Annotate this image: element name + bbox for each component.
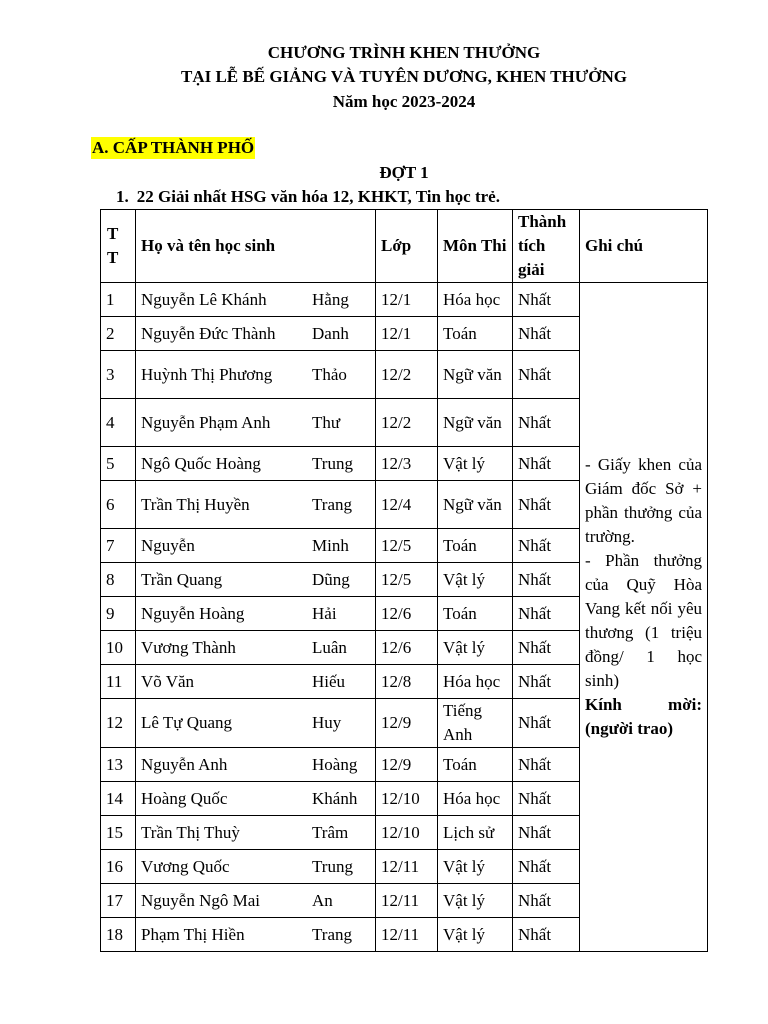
cell-tt: 4	[101, 399, 136, 447]
document-subtitle: TẠI LỄ BẾ GIẢNG VÀ TUYÊN DƯƠNG, KHEN THƯỞNG	[180, 67, 627, 86]
student-given-name: Hằng	[312, 289, 349, 309]
note-line-1: - Giấy khen của Giám đốc Sở + phần thưởng của trường.	[585, 455, 702, 546]
student-given-name: Thư	[312, 412, 341, 432]
cell-award: Nhất	[513, 748, 580, 782]
table-row	[101, 283, 708, 317]
cell-tt: 1	[101, 283, 136, 317]
student-surname: Trần Thị Thuỳ	[141, 822, 240, 842]
cell-subject: Toán	[438, 748, 513, 782]
cell-student-name	[136, 529, 376, 563]
student-surname: Vương Quốc	[141, 856, 230, 876]
awards-table	[100, 209, 708, 952]
cell-tt: 5	[101, 447, 136, 481]
cell-tt: 10	[101, 631, 136, 665]
cell-award: Nhất	[513, 481, 580, 529]
cell-class: 12/6	[376, 597, 438, 631]
student-given-name: Trang	[312, 494, 352, 514]
cell-subject: Hóa học	[438, 283, 513, 317]
cell-subject: Hóa học	[438, 665, 513, 699]
cell-class: 12/11	[376, 884, 438, 918]
student-given-name: An	[312, 890, 333, 910]
cell-subject: Vật lý	[438, 918, 513, 952]
cell-subject: Vật lý	[438, 884, 513, 918]
cell-student-name	[136, 597, 376, 631]
cell-award: Nhất	[513, 631, 580, 665]
cell-class: 12/8	[376, 665, 438, 699]
cell-student-name	[136, 665, 376, 699]
section-heading: A. CẤP THÀNH PHỐ	[92, 138, 255, 157]
cell-tt: 9	[101, 597, 136, 631]
cell-note	[580, 283, 708, 952]
header-note: Ghi chú	[580, 210, 708, 283]
cell-award: Nhất	[513, 399, 580, 447]
header-class: Lớp	[376, 210, 438, 283]
note-line-2: - Phần thưởng của Quỹ Hòa Vang kết nối yêu thương (1 triệu đồng/ 1 học sinh)	[585, 551, 702, 690]
list-item-number: 1.	[116, 187, 129, 206]
cell-award: Nhất	[513, 529, 580, 563]
cell-tt: 17	[101, 884, 136, 918]
cell-subject: Toán	[438, 597, 513, 631]
cell-student-name	[136, 699, 376, 748]
student-surname: Nguyễn Hoàng	[141, 603, 245, 623]
cell-subject: Ngữ văn	[438, 399, 513, 447]
cell-class: 12/11	[376, 918, 438, 952]
cell-student-name	[136, 918, 376, 952]
student-surname: Trần Quang	[141, 569, 223, 589]
cell-class: 12/9	[376, 699, 438, 748]
header-achievement: Thành tích giải	[513, 210, 580, 283]
list-item-text: 22 Giải nhất HSG văn hóa 12, KHKT, Tin học trẻ.	[136, 187, 500, 206]
cell-student-name	[136, 816, 376, 850]
student-given-name: Danh	[312, 323, 349, 343]
cell-class: 12/10	[376, 782, 438, 816]
student-given-name: Huy	[312, 713, 342, 732]
cell-subject: Vật lý	[438, 563, 513, 597]
cell-tt: 8	[101, 563, 136, 597]
header-name: Họ và tên học sinh	[136, 210, 376, 283]
cell-class: 12/3	[376, 447, 438, 481]
round-heading: ĐỢT 1	[379, 163, 429, 182]
student-given-name: Hoàng	[312, 754, 358, 774]
student-given-name: Trang	[312, 924, 352, 944]
student-given-name: Hải	[312, 603, 337, 623]
cell-class: 12/11	[376, 850, 438, 884]
cell-tt: 18	[101, 918, 136, 952]
cell-award: Nhất	[513, 782, 580, 816]
cell-student-name	[136, 782, 376, 816]
cell-class: 12/1	[376, 283, 438, 317]
cell-award: Nhất	[513, 884, 580, 918]
cell-tt: 6	[101, 481, 136, 529]
cell-student-name	[136, 351, 376, 399]
cell-tt: 2	[101, 317, 136, 351]
student-surname: Vương Thành	[141, 637, 236, 657]
cell-student-name	[136, 399, 376, 447]
cell-subject: Vật lý	[438, 631, 513, 665]
cell-award: Nhất	[513, 317, 580, 351]
cell-student-name	[136, 481, 376, 529]
table-header-row	[101, 210, 708, 283]
cell-subject: Lịch sử	[438, 816, 513, 850]
cell-student-name	[136, 563, 376, 597]
student-given-name: Dũng	[312, 569, 350, 589]
cell-subject: Hóa học	[438, 782, 513, 816]
student-surname: Trần Thị Huyền	[141, 494, 250, 514]
student-given-name: Minh	[312, 535, 349, 555]
student-surname: Lê Tự Quang	[141, 713, 233, 732]
document-title: CHƯƠNG TRÌNH KHEN THƯỞNG	[267, 43, 541, 62]
cell-tt: 7	[101, 529, 136, 563]
student-surname: Hoàng Quốc	[141, 788, 228, 808]
cell-subject: Ngữ văn	[438, 481, 513, 529]
school-year: Năm học 2023-2024	[332, 92, 476, 111]
cell-award: Nhất	[513, 816, 580, 850]
cell-student-name	[136, 447, 376, 481]
cell-student-name	[136, 884, 376, 918]
cell-subject: Toán	[438, 317, 513, 351]
cell-tt: 3	[101, 351, 136, 399]
cell-class: 12/2	[376, 399, 438, 447]
cell-award: Nhất	[513, 563, 580, 597]
list-item-heading	[116, 186, 500, 208]
cell-award: Nhất	[513, 447, 580, 481]
cell-award: Nhất	[513, 665, 580, 699]
student-surname: Võ Văn	[141, 671, 195, 691]
cell-tt: 12	[101, 699, 136, 748]
cell-class: 12/6	[376, 631, 438, 665]
cell-subject: Toán	[438, 529, 513, 563]
cell-student-name	[136, 283, 376, 317]
student-surname: Phạm Thị Hiền	[141, 924, 245, 944]
student-surname: Nguyễn	[141, 535, 195, 555]
student-given-name: Luân	[312, 637, 347, 657]
cell-subject: Vật lý	[438, 447, 513, 481]
cell-tt: 15	[101, 816, 136, 850]
student-surname: Nguyễn Lê Khánh	[141, 289, 267, 309]
student-given-name: Khánh	[312, 788, 358, 808]
student-surname: Nguyễn Phạm Anh	[141, 412, 271, 432]
cell-student-name	[136, 748, 376, 782]
cell-award: Nhất	[513, 283, 580, 317]
cell-award: Nhất	[513, 351, 580, 399]
cell-tt: 14	[101, 782, 136, 816]
cell-class: 12/9	[376, 748, 438, 782]
cell-award: Nhất	[513, 699, 580, 748]
student-given-name: Trung	[312, 453, 353, 473]
cell-subject: Vật lý	[438, 850, 513, 884]
student-given-name: Trâm	[312, 822, 349, 842]
cell-student-name	[136, 631, 376, 665]
student-surname: Nguyễn Anh	[141, 754, 228, 774]
student-surname: Nguyễn Đức Thành	[141, 323, 276, 343]
cell-award: Nhất	[513, 597, 580, 631]
cell-tt: 13	[101, 748, 136, 782]
cell-class: 12/2	[376, 351, 438, 399]
cell-subject: Tiếng Anh	[438, 699, 513, 748]
cell-student-name	[136, 317, 376, 351]
cell-tt: 11	[101, 665, 136, 699]
student-given-name: Thảo	[312, 364, 347, 384]
cell-award: Nhất	[513, 850, 580, 884]
header-tt: T T	[101, 210, 136, 283]
student-surname: Nguyễn Ngô Mai	[141, 890, 260, 910]
cell-class: 12/10	[376, 816, 438, 850]
cell-student-name	[136, 850, 376, 884]
cell-subject: Ngữ văn	[438, 351, 513, 399]
student-surname: Ngô Quốc Hoàng	[141, 453, 261, 473]
cell-class: 12/4	[376, 481, 438, 529]
header-subject: Môn Thi	[438, 210, 513, 283]
cell-tt: 16	[101, 850, 136, 884]
cell-class: 12/1	[376, 317, 438, 351]
cell-class: 12/5	[376, 563, 438, 597]
cell-class: 12/5	[376, 529, 438, 563]
student-given-name: Trung	[312, 856, 353, 876]
student-given-name: Hiếu	[312, 671, 346, 691]
cell-award: Nhất	[513, 918, 580, 952]
note-line-3: Kính mời: (người trao)	[585, 695, 702, 738]
student-surname: Huỳnh Thị Phương	[141, 364, 273, 384]
